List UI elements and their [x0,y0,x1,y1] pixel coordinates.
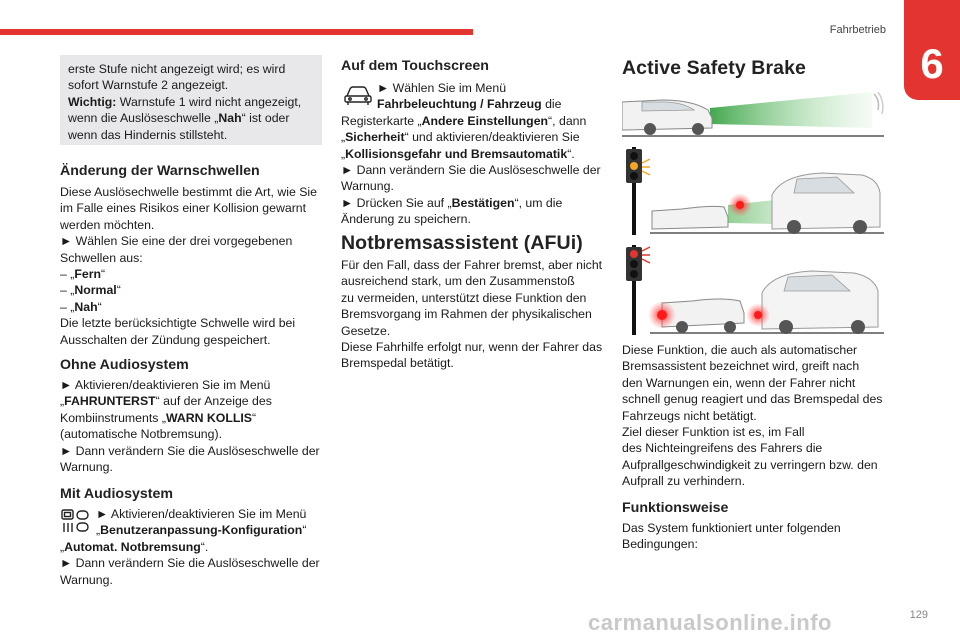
mit-audiosystem-text: ► Aktivieren/deaktivieren Sie im Menü „Benutzeranpassung-Konfiguration“ „Automat. Notbremsung“. ► Dann verändern Sie die Auslöseschwelle der Warnung. [60,507,320,587]
active-safety-brake-text: Diese Funktion, die auch als automatischer Bremsassistent bezeichnet wird, greift nach den Warnungen ein, wenn der Fahrer nicht schnell genug reagiert und das Bremspedal des Fahrzeugs nicht betätigt. Ziel dieser Funktion ist es, im Fall des Nichteingreifens des Fahrers die Aufprallgeschwindigkeit zu verringern bzw. den Aufprall zu verhindern. [622,343,883,489]
warnschwellen-text: Diese Auslösechwelle bestimmt die Art, wie Sie im Falle eines Risikos einer Kollision gewarnt werden möchten. ► Wählen Sie eine der drei vorgegebenen Schwellen aus: – „Fern“ – „Normal“ – „Nah“ Die letzte berücksichtigte Schwelle wird bei Ausschalten der Zündung gespeichert. [60,185,317,347]
car-beam-illustration [622,88,884,138]
heading-notbremsassistent: Notbremsassistent (AFUi) [341,232,583,254]
notbremsassistent-text: Für den Fall, dass der Fahrer bremst, aber nicht ausreichend stark, um den Zusammenstoß zu vermeiden, unterstützt diese Funktion den Bremsvorgang im Rahmen der physikalischen Gesetze. Diese Fahrhilfe erfolgt nur, wenn der Fahrer das Bremspedal betätigt. [341,258,603,371]
heading-active-safety-brake: Active Safety Brake [622,57,806,79]
chapter-number: 6 [920,40,944,87]
page-number: 129 [909,609,928,621]
funktionsweise-text: Das System funktioniert unter folgenden Bedingungen: [622,521,841,552]
chapter-tab [904,0,960,100]
heading-touchscreen: Auf dem Touchscreen [341,58,489,74]
heading-funktionsweise: Funktionsweise [622,500,729,516]
heading-mit-audiosystem: Mit Audiosystem [60,486,173,502]
heading-ohne-audiosystem: Ohne Audiosystem [60,357,189,373]
note-line: wenn das Hindernis stillsteht. [68,127,228,142]
top-accent-bar [0,29,473,35]
note-line: Wichtig: Warnstufe 1 wird nicht angezeigt, [68,94,302,109]
warning-stage-illustration [622,145,884,237]
note-line: erste Stufe nicht angezeigt wird; es wird [68,62,286,76]
note-line: wenn die Auslöseschwelle „Nah“ ist oder [68,111,290,126]
watermark: carmanualsonline.info [588,610,832,635]
heading-warnschwellen: Änderung der Warnschwellen [60,163,260,179]
section-title: Fahrbetrieb [829,24,886,36]
note-box [60,55,322,145]
braking-stage-illustration [622,243,884,337]
ohne-audiosystem-text: ► Aktivieren/deaktivieren Sie im Menü „FAHRUNTERST“ auf der Anzeige des Kombiinstruments „WARN KOLLIS“ (automatische Notbremsung). ► Dann verändern Sie die Auslöseschwelle der Warnung. [60,378,320,475]
touchscreen-text: ► Wählen Sie im Menü Fahrbeleuchtung / Fahrzeug die Registerkarte „Andere Einstellungen“, dann „Sicherheit“ und aktivieren/deaktivieren Sie „Kollisionsgefahr und Bremsautomatik“. ► Dann verändern Sie die Auslöseschwelle der Warnung. ► Drücken Sie auf „Bestätigen“, um die Änderung zu speichern. [341,81,601,227]
note-line: sofort Warnstufe 2 angezeigt. [68,78,229,93]
